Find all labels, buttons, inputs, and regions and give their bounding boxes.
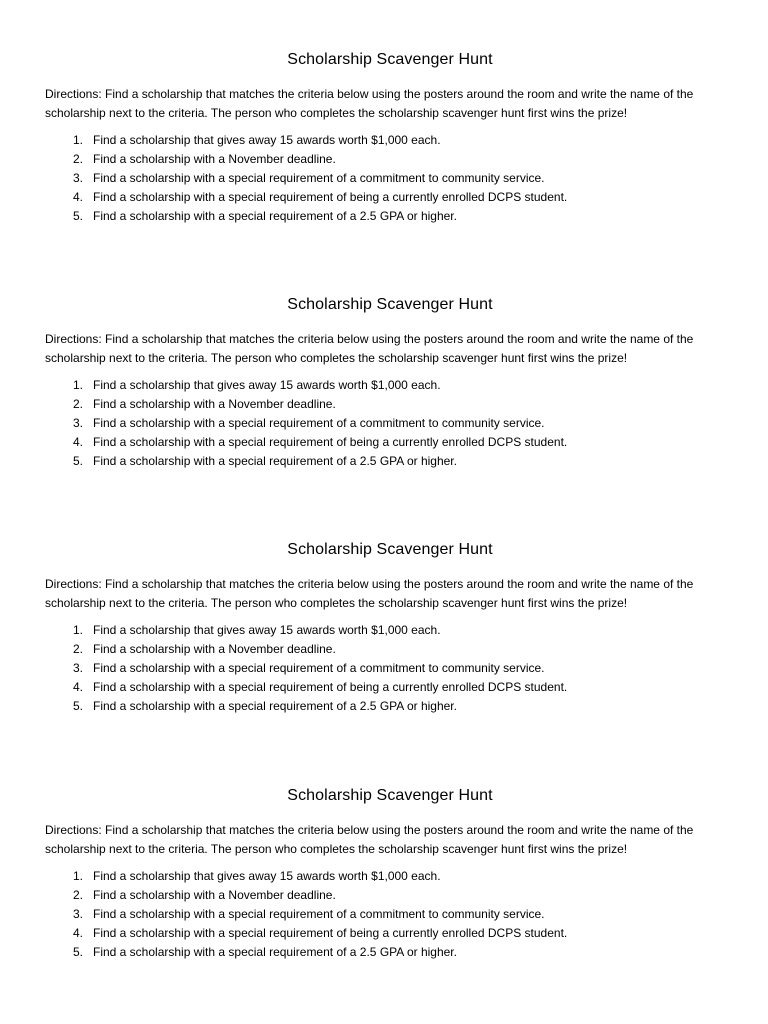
item-text: Find a scholarship with a special requirement of being a currently enrolled DCPS student.	[93, 435, 568, 449]
list-item	[45, 621, 735, 640]
item-text: Find a scholarship that gives away 15 awards worth $1,000 each.	[93, 869, 441, 883]
list-item	[45, 188, 735, 207]
criteria-list	[45, 621, 735, 716]
section-title: Scholarship Scavenger Hunt	[287, 51, 493, 68]
scavenger-hunt-section-1	[45, 50, 735, 226]
scavenger-hunt-section-4	[45, 786, 735, 962]
list-item	[45, 433, 735, 452]
list-item	[45, 659, 735, 678]
list-item	[45, 169, 735, 188]
list-item	[45, 678, 735, 697]
scavenger-hunt-section-3	[45, 540, 735, 716]
item-text: Find a scholarship with a special requirement of a 2.5 GPA or higher.	[93, 699, 457, 713]
item-number: 3.	[72, 416, 83, 430]
item-text: Find a scholarship with a November deadline.	[93, 888, 336, 902]
item-number: 5.	[72, 454, 83, 468]
item-text: Find a scholarship with a November deadline.	[93, 642, 336, 656]
item-number: 2.	[72, 397, 83, 411]
list-item	[45, 943, 735, 962]
section-title: Scholarship Scavenger Hunt	[287, 787, 493, 804]
list-item	[45, 395, 735, 414]
section-title: Scholarship Scavenger Hunt	[287, 296, 493, 313]
directions-text: Directions: Find a scholarship that matches the criteria below using the posters around the room and write the name of the scholarship next to the criteria. The person who completes the scholarship scavenger hunt first wins the prize!	[45, 87, 694, 120]
item-text: Find a scholarship that gives away 15 awards worth $1,000 each.	[93, 623, 441, 637]
directions-text: Directions: Find a scholarship that matches the criteria below using the posters around the room and write the name of the scholarship next to the criteria. The person who completes the scholarship scavenger hunt first wins the prize!	[45, 823, 694, 856]
item-number: 5.	[72, 209, 83, 223]
item-text: Find a scholarship with a special requirement of a 2.5 GPA or higher.	[93, 454, 457, 468]
list-item	[45, 452, 735, 471]
item-number: 3.	[72, 907, 83, 921]
item-text: Find a scholarship that gives away 15 awards worth $1,000 each.	[93, 378, 441, 392]
item-number: 1.	[72, 623, 83, 637]
directions-text: Directions: Find a scholarship that matches the criteria below using the posters around the room and write the name of the scholarship next to the criteria. The person who completes the scholarship scavenger hunt first wins the prize!	[45, 332, 694, 365]
item-text: Find a scholarship with a special requirement of a 2.5 GPA or higher.	[93, 945, 457, 959]
section-title: Scholarship Scavenger Hunt	[287, 541, 493, 558]
list-item	[45, 376, 735, 395]
criteria-list	[45, 376, 735, 471]
item-number: 4.	[72, 926, 83, 940]
item-number: 3.	[72, 171, 83, 185]
list-item	[45, 150, 735, 169]
list-item	[45, 697, 735, 716]
item-text: Find a scholarship with a special requirement of a 2.5 GPA or higher.	[93, 209, 457, 223]
item-text: Find a scholarship with a special requirement of a commitment to community service.	[93, 907, 545, 921]
item-number: 2.	[72, 888, 83, 902]
item-text: Find a scholarship with a special requirement of a commitment to community service.	[93, 171, 545, 185]
list-item	[45, 905, 735, 924]
item-number: 4.	[72, 190, 83, 204]
item-number: 4.	[72, 435, 83, 449]
list-item	[45, 640, 735, 659]
list-item	[45, 414, 735, 433]
item-text: Find a scholarship with a special requirement of being a currently enrolled DCPS student.	[93, 190, 568, 204]
item-text: Find a scholarship with a special requirement of a commitment to community service.	[93, 416, 545, 430]
list-item	[45, 867, 735, 886]
item-number: 1.	[72, 133, 83, 147]
list-item	[45, 131, 735, 150]
item-number: 3.	[72, 661, 83, 675]
criteria-list	[45, 131, 735, 226]
item-number: 1.	[72, 869, 83, 883]
item-text: Find a scholarship with a November deadline.	[93, 152, 336, 166]
item-text: Find a scholarship with a special requirement of being a currently enrolled DCPS student.	[93, 680, 568, 694]
item-number: 5.	[72, 699, 83, 713]
item-text: Find a scholarship that gives away 15 awards worth $1,000 each.	[93, 133, 441, 147]
list-item	[45, 886, 735, 905]
directions-text: Directions: Find a scholarship that matches the criteria below using the posters around the room and write the name of the scholarship next to the criteria. The person who completes the scholarship scavenger hunt first wins the prize!	[45, 577, 694, 610]
criteria-list	[45, 867, 735, 962]
scavenger-hunt-section-2	[45, 295, 735, 471]
item-number: 2.	[72, 642, 83, 656]
item-number: 5.	[72, 945, 83, 959]
list-item	[45, 924, 735, 943]
item-text: Find a scholarship with a November deadline.	[93, 397, 336, 411]
item-number: 4.	[72, 680, 83, 694]
item-number: 2.	[72, 152, 83, 166]
list-item	[45, 207, 735, 226]
item-text: Find a scholarship with a special requirement of a commitment to community service.	[93, 661, 545, 675]
item-text: Find a scholarship with a special requirement of being a currently enrolled DCPS student.	[93, 926, 568, 940]
item-number: 1.	[72, 378, 83, 392]
